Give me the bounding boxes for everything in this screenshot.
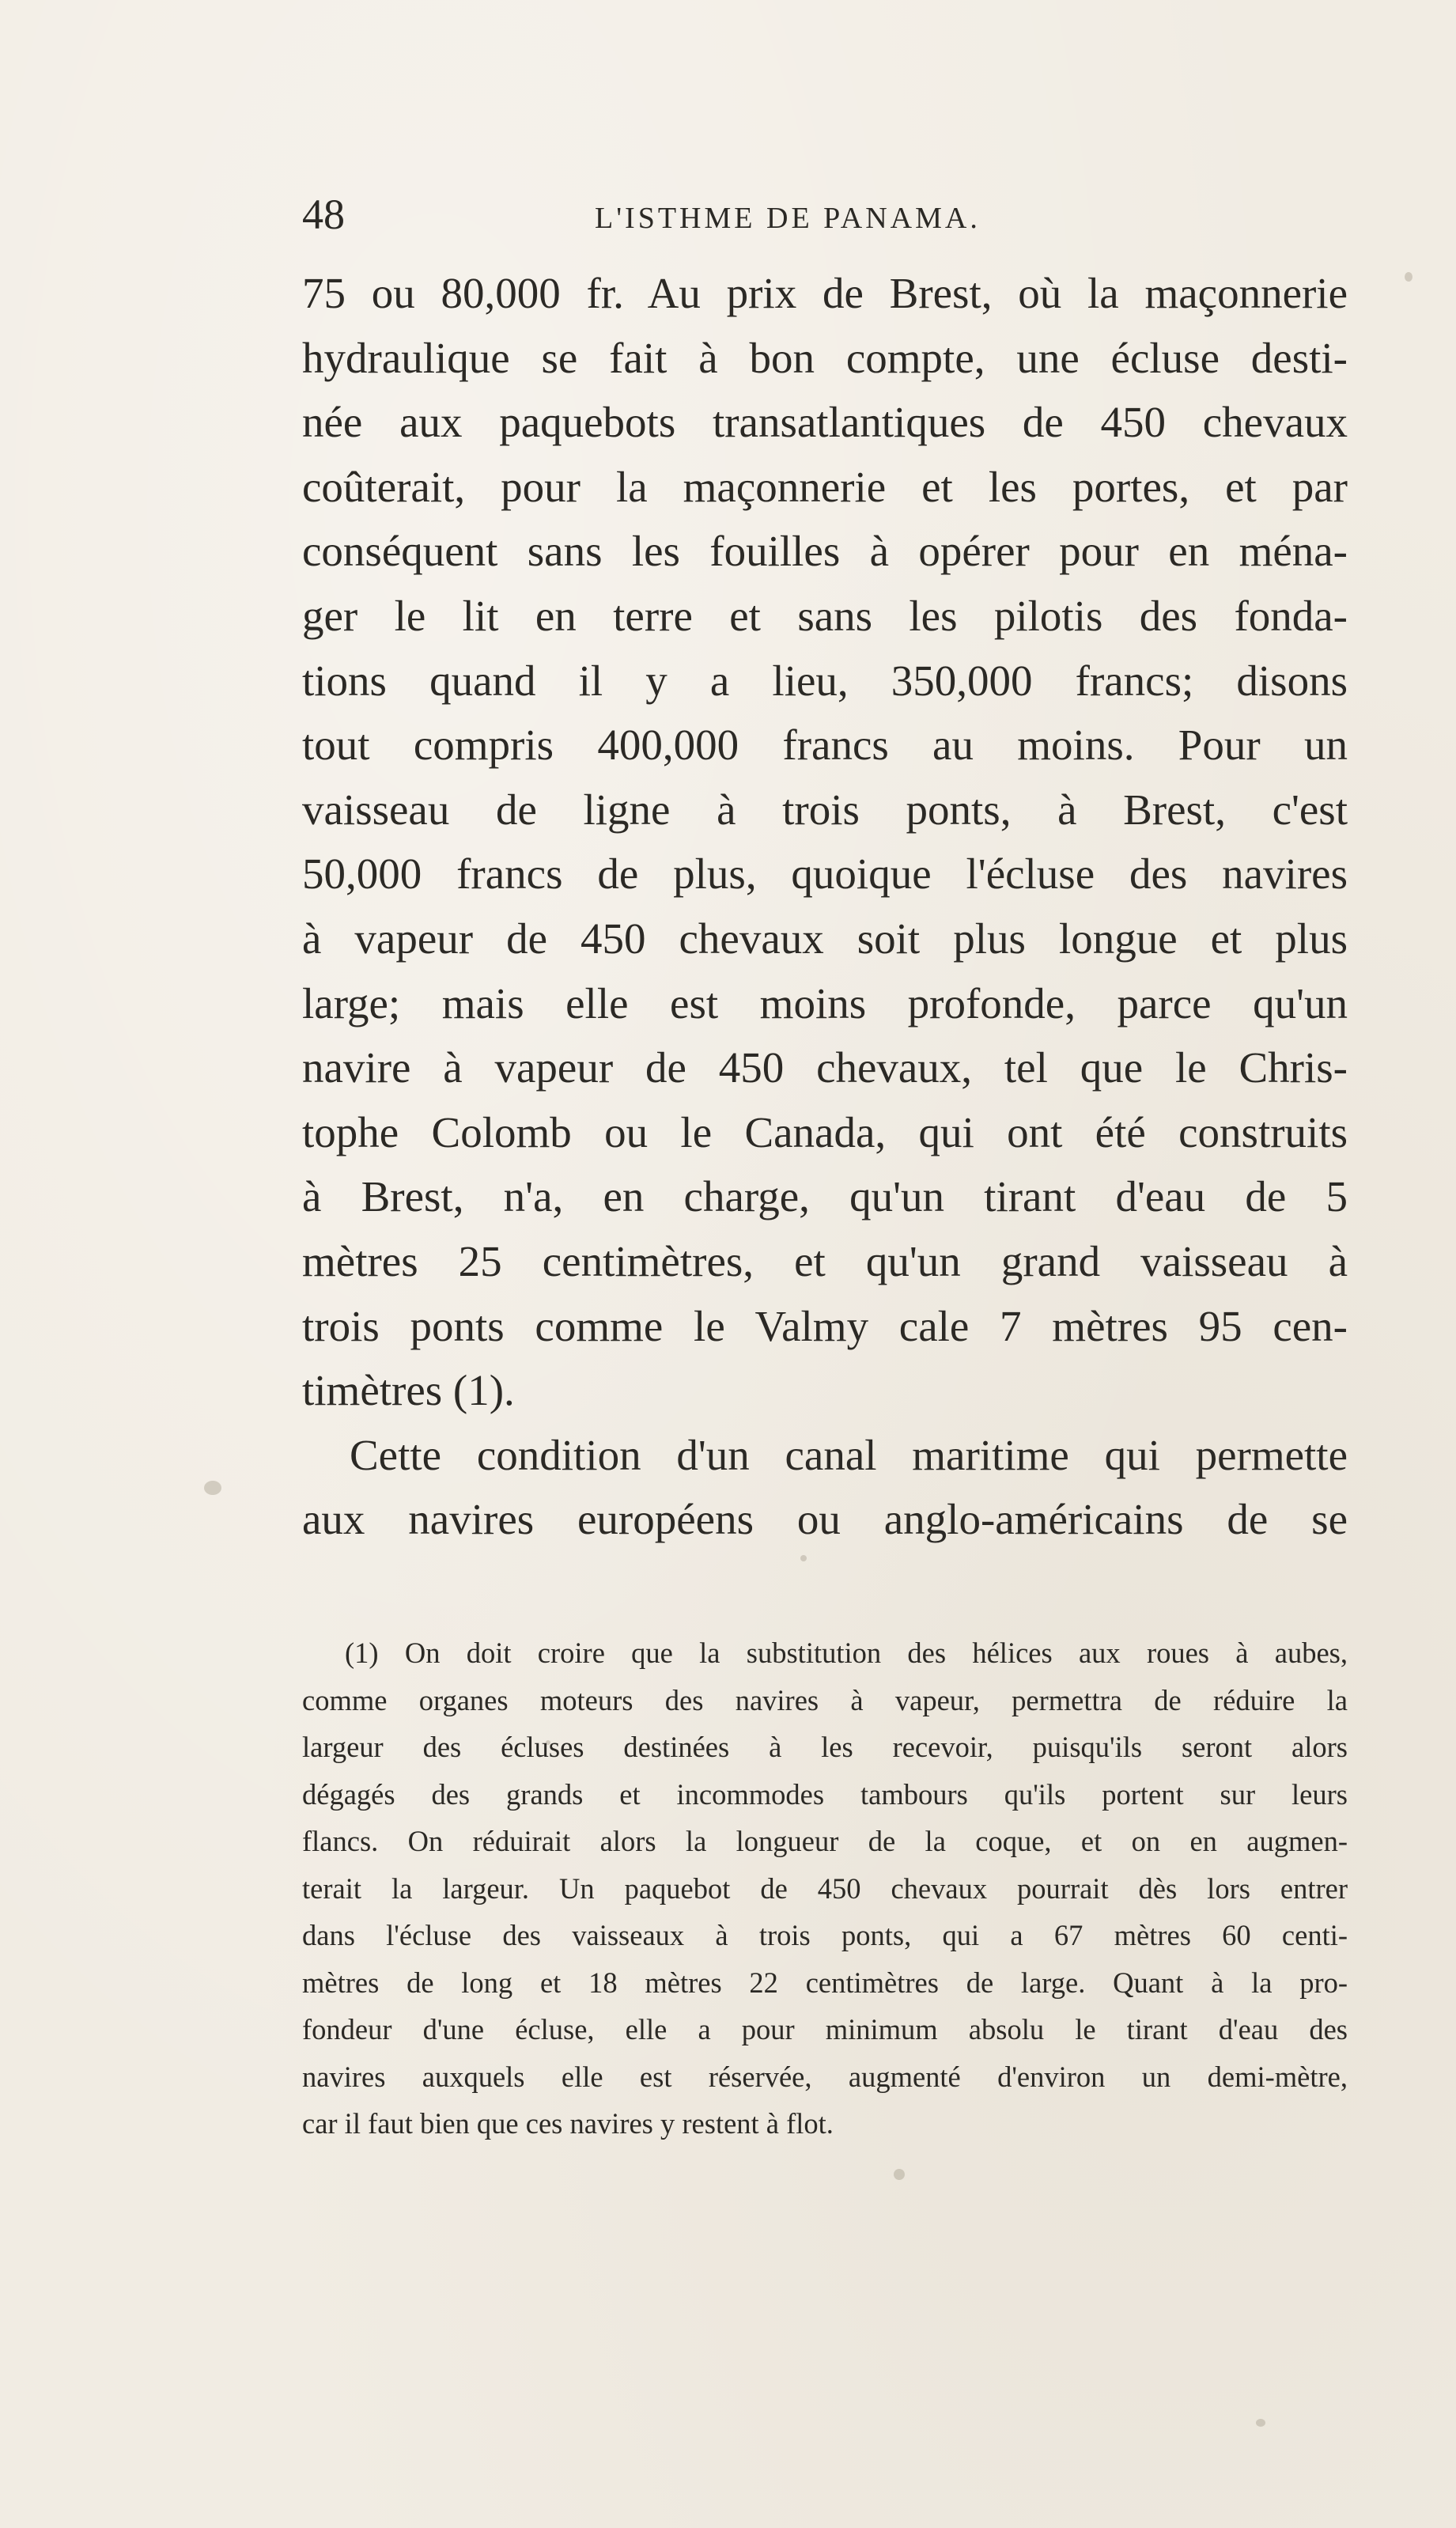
text-line: trois ponts comme le Valmy cale 7 mètres 95 cen- xyxy=(302,1301,1348,1350)
running-title: L'ISTHME DE PANAMA. xyxy=(595,202,981,235)
text-line: coûterait, pour la maçonnerie et les portes, et par xyxy=(302,462,1348,511)
paper-speck xyxy=(800,1555,807,1561)
footnote-line: navires auxquels elle est réservée, augmenté d'environ un demi-mètre, xyxy=(302,2060,1348,2093)
footnote-line: mètres de long et 18 mètres 22 centimètres de large. Quant à la pro- xyxy=(302,1966,1348,1999)
text-line: mètres 25 centimètres, et qu'un grand vaisseau à xyxy=(302,1236,1348,1285)
footnote-line: fondeur d'une écluse, elle a pour minimum absolu le tirant d'eau des xyxy=(302,2013,1348,2045)
paper-speck xyxy=(1405,272,1413,282)
main-text xyxy=(302,261,1348,1552)
footnote-line: flancs. On réduirait alors la longueur de la coque, et on en augmen- xyxy=(302,1825,1348,1857)
footnote-line: largeur des écluses destinées à les recevoir, puisqu'ils seront alors xyxy=(302,1731,1348,1763)
page-number: 48 xyxy=(302,191,345,238)
text-line: aux navires européens ou anglo-américains de se xyxy=(302,1495,1348,1544)
footnote-line: (1) On doit croire que la substitution des hélices aux roues à aubes, xyxy=(345,1637,1348,1669)
text-line: large; mais elle est moins profonde, parce qu'un xyxy=(302,978,1348,1027)
text-line: Cette condition d'un canal maritime qui permette xyxy=(350,1430,1348,1479)
text-line: tout compris 400,000 francs au moins. Pour un xyxy=(302,721,1348,770)
text-line: timètres (1). xyxy=(302,1366,515,1415)
text-line: 75 ou 80,000 fr. Au prix de Brest, où la maçonnerie xyxy=(302,269,1348,317)
text-line: à vapeur de 450 chevaux soit plus longue et plus xyxy=(302,914,1348,963)
text-line: née aux paquebots transatlantiques de 450 chevaux xyxy=(302,398,1348,447)
footnote-line: dégagés des grands et incommodes tambours qu'ils portent sur leurs xyxy=(302,1777,1348,1811)
text-line: 50,000 francs de plus, quoique l'écluse des navires xyxy=(302,850,1348,899)
text-line: à Brest, n'a, en charge, qu'un tirant d'eau de 5 xyxy=(302,1172,1348,1221)
footnote xyxy=(302,1629,1348,2148)
paper-speck xyxy=(204,1481,221,1495)
footnote-line: dans l'écluse des vaisseaux à trois ponts, qui a 67 mètres 60 centi- xyxy=(302,1919,1348,1951)
text-line: tions quand il y a lieu, 350,000 francs; disons xyxy=(302,656,1348,705)
text-line: ger le lit en terre et sans les pilotis des fonda- xyxy=(302,591,1348,640)
text-line: conséquent sans les fouilles à opérer pour en ména- xyxy=(302,527,1348,576)
page-header xyxy=(302,187,1348,242)
footnote-line: comme organes moteurs des navires à vapeur, permettra de réduire la xyxy=(302,1683,1348,1716)
text-line: vaisseau de ligne à trois ponts, à Brest, c'est xyxy=(302,785,1348,834)
footnote-line: car il faut bien que ces navires y restent à flot. xyxy=(302,2107,834,2140)
text-line: hydraulique se fait à bon compte, une écluse desti- xyxy=(302,333,1348,382)
paper-speck xyxy=(1256,2419,1265,2427)
paper-speck xyxy=(894,2169,905,2180)
text-line: tophe Colomb ou le Canada, qui ont été construits xyxy=(302,1107,1348,1156)
footnote-line: terait la largeur. Un paquebot de 450 chevaux pourrait dès lors entrer xyxy=(302,1871,1348,1905)
text-line: navire à vapeur de 450 chevaux, tel que le Chris- xyxy=(302,1043,1348,1092)
